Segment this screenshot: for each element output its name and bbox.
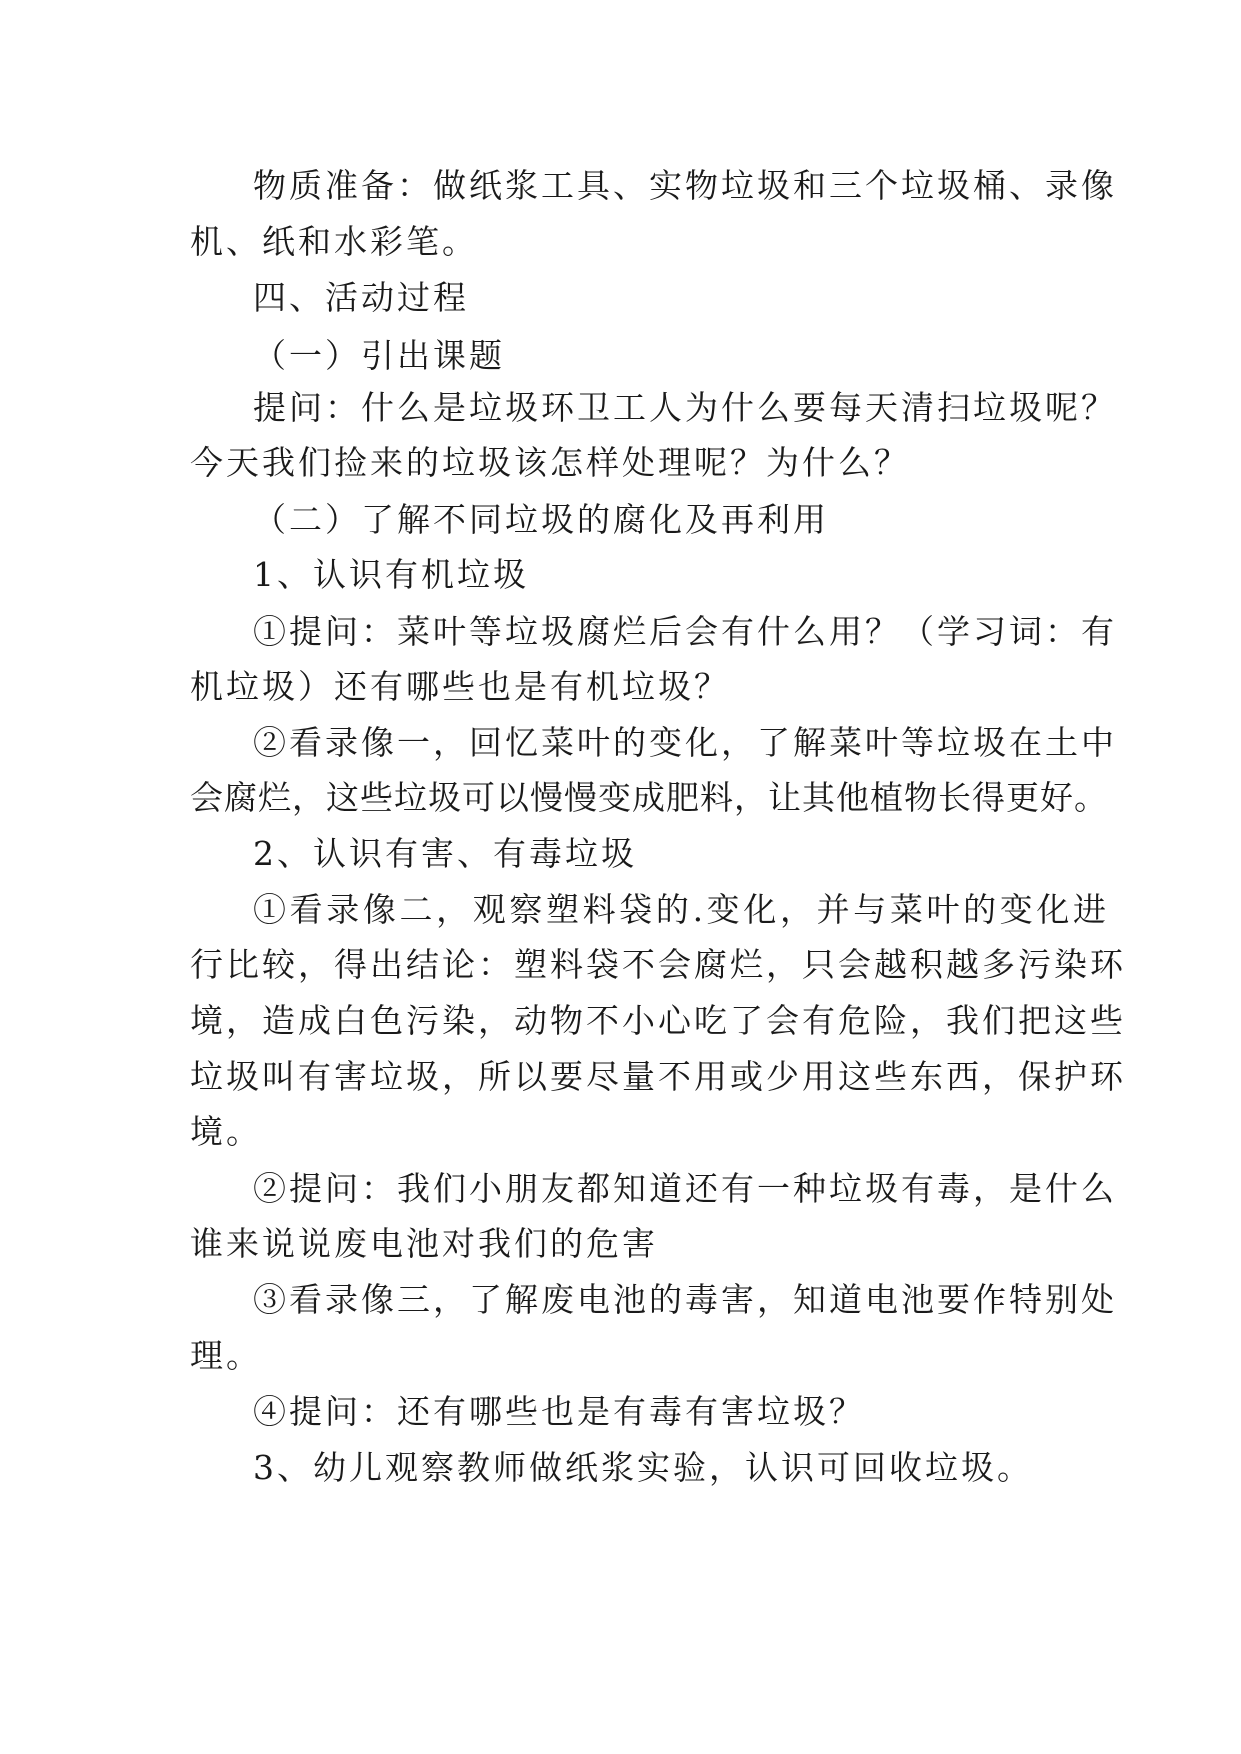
- paragraph-line: ①看录像二，观察塑料袋的.变化，并与菜叶的变化进: [253, 890, 1109, 929]
- paragraph-line: 提问：什么是垃圾环卫工人为什么要每天清扫垃圾呢？: [253, 388, 1117, 427]
- item-heading: 2、认识有害、有毒垃圾: [253, 834, 637, 873]
- paragraph-line: 行比较，得出结论：塑料袋不会腐烂，只会越积越多污染环: [190, 945, 1126, 984]
- section-heading: 四、活动过程: [253, 278, 469, 317]
- paragraph-line: ②提问：我们小朋友都知道还有一种垃圾有毒，是什么: [253, 1169, 1117, 1208]
- paragraph-line: ②看录像一，回忆菜叶的变化，了解菜叶等垃圾在土中: [253, 723, 1117, 762]
- item-heading: 3、幼儿观察教师做纸浆实验，认识可回收垃圾。: [253, 1448, 1033, 1487]
- paragraph-line: ④提问：还有哪些也是有毒有害垃圾？: [253, 1392, 865, 1431]
- paragraph-line: 理。: [190, 1336, 262, 1375]
- paragraph-line: 今天我们捡来的垃圾该怎样处理呢？为什么？: [190, 443, 910, 482]
- paragraph-line: 垃圾叫有害垃圾，所以要尽量不用或少用这些东西，保护环: [190, 1057, 1126, 1096]
- paragraph-line: 机垃圾）还有哪些也是有机垃圾？: [190, 667, 730, 706]
- paragraph-line: 境，造成白色污染，动物不小心吃了会有危险，我们把这些: [190, 1001, 1126, 1040]
- paragraph-line: ③看录像三，了解废电池的毒害，知道电池要作特别处: [253, 1280, 1117, 1319]
- paragraph-line: 机、纸和水彩笔。: [190, 222, 478, 261]
- subsection-heading: （一）引出课题: [253, 336, 505, 375]
- paragraph-line: 会腐烂，这些垃圾可以慢慢变成肥料，让其他植物长得更好。: [190, 778, 1108, 817]
- paragraph-line: 谁来说说废电池对我们的危害: [190, 1224, 658, 1263]
- subsection-heading: （二）了解不同垃圾的腐化及再利用: [253, 500, 829, 539]
- paragraph-line: 物质准备：做纸浆工具、实物垃圾和三个垃圾桶、录像: [253, 166, 1117, 205]
- item-heading: 1、认识有机垃圾: [253, 555, 529, 594]
- paragraph-line: ①提问：菜叶等垃圾腐烂后会有什么用？（学习词：有: [253, 612, 1117, 651]
- paragraph-line: 境。: [190, 1112, 262, 1151]
